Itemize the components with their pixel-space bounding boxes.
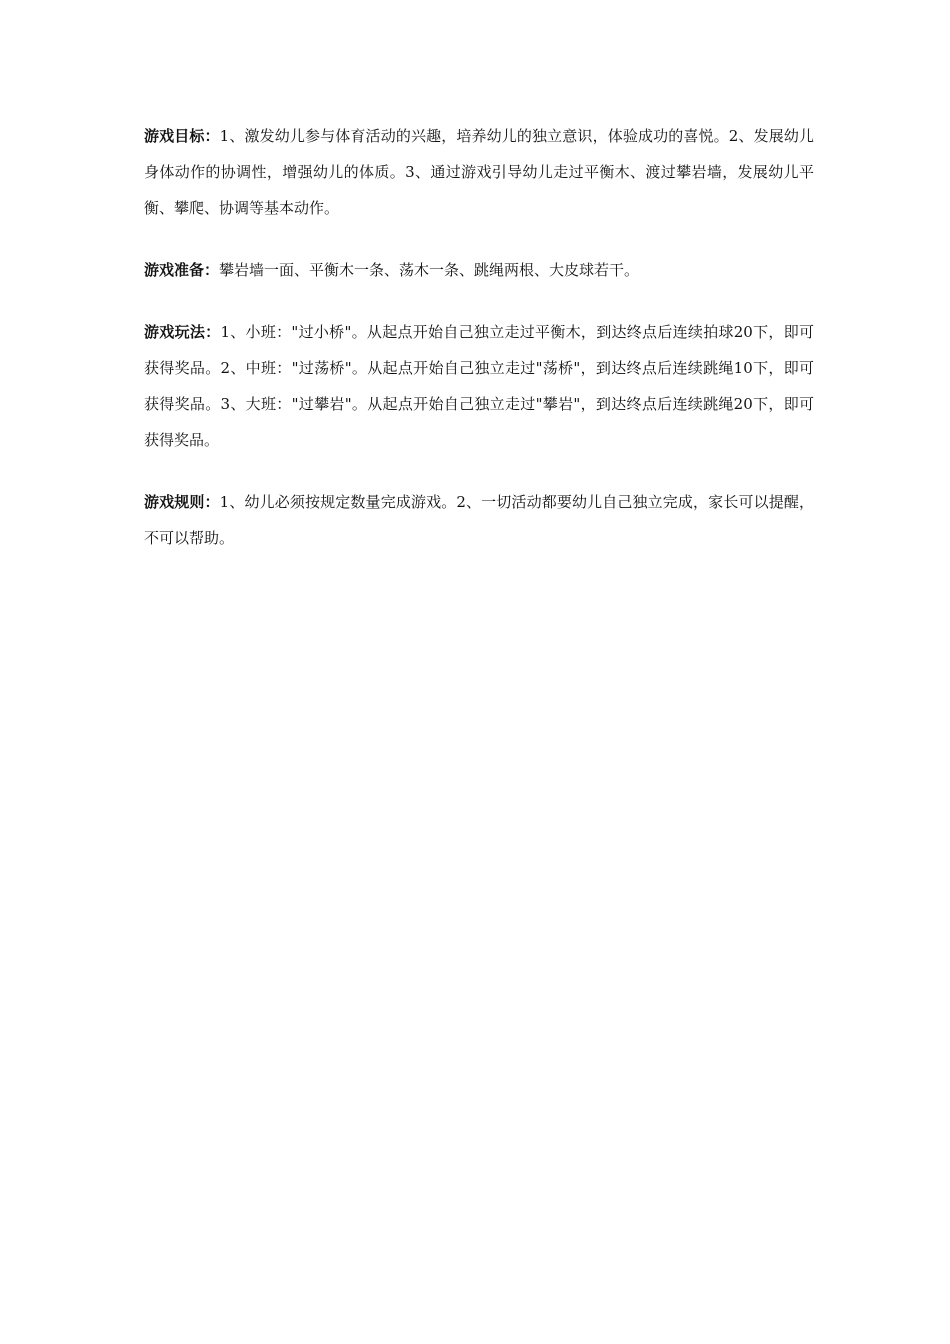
section-game-play	[144, 314, 814, 458]
section-label: 游戏规则：	[144, 493, 220, 511]
section-text: 1、幼儿必须按规定数量完成游戏。2、一切活动都要幼儿自己独立完成，家长可以提醒，不可以帮助。	[144, 493, 814, 547]
section-game-goals	[144, 118, 814, 226]
section-label: 游戏目标：	[144, 127, 220, 145]
section-text: 1、小班："过小桥"。从起点开始自己独立走过平衡木，到达终点后连续拍球20下，即可获得奖品。2、中班："过荡桥"。从起点开始自己独立走过"荡桥"，到达终点后连续跳绳10下，即可获得奖品。3、大班："过攀岩"。从起点开始自己独立走过"攀岩"，到达终点后连续跳绳20下，即可获得奖品。	[144, 323, 814, 449]
section-game-preparation	[144, 252, 814, 288]
document-body	[144, 118, 814, 582]
section-label: 游戏玩法：	[144, 323, 221, 341]
section-label: 游戏准备：	[144, 261, 220, 279]
section-text: 攀岩墙一面、平衡木一条、荡木一条、跳绳两根、大皮球若干。	[219, 261, 640, 279]
section-text: 1、激发幼儿参与体育活动的兴趣，培养幼儿的独立意识，体验成功的喜悦。2、发展幼儿身体动作的协调性，增强幼儿的体质。3、通过游戏引导幼儿走过平衡木、渡过攀岩墙，发展幼儿平衡、攀爬、协调等基本动作。	[144, 127, 814, 217]
section-game-rules	[144, 484, 814, 556]
